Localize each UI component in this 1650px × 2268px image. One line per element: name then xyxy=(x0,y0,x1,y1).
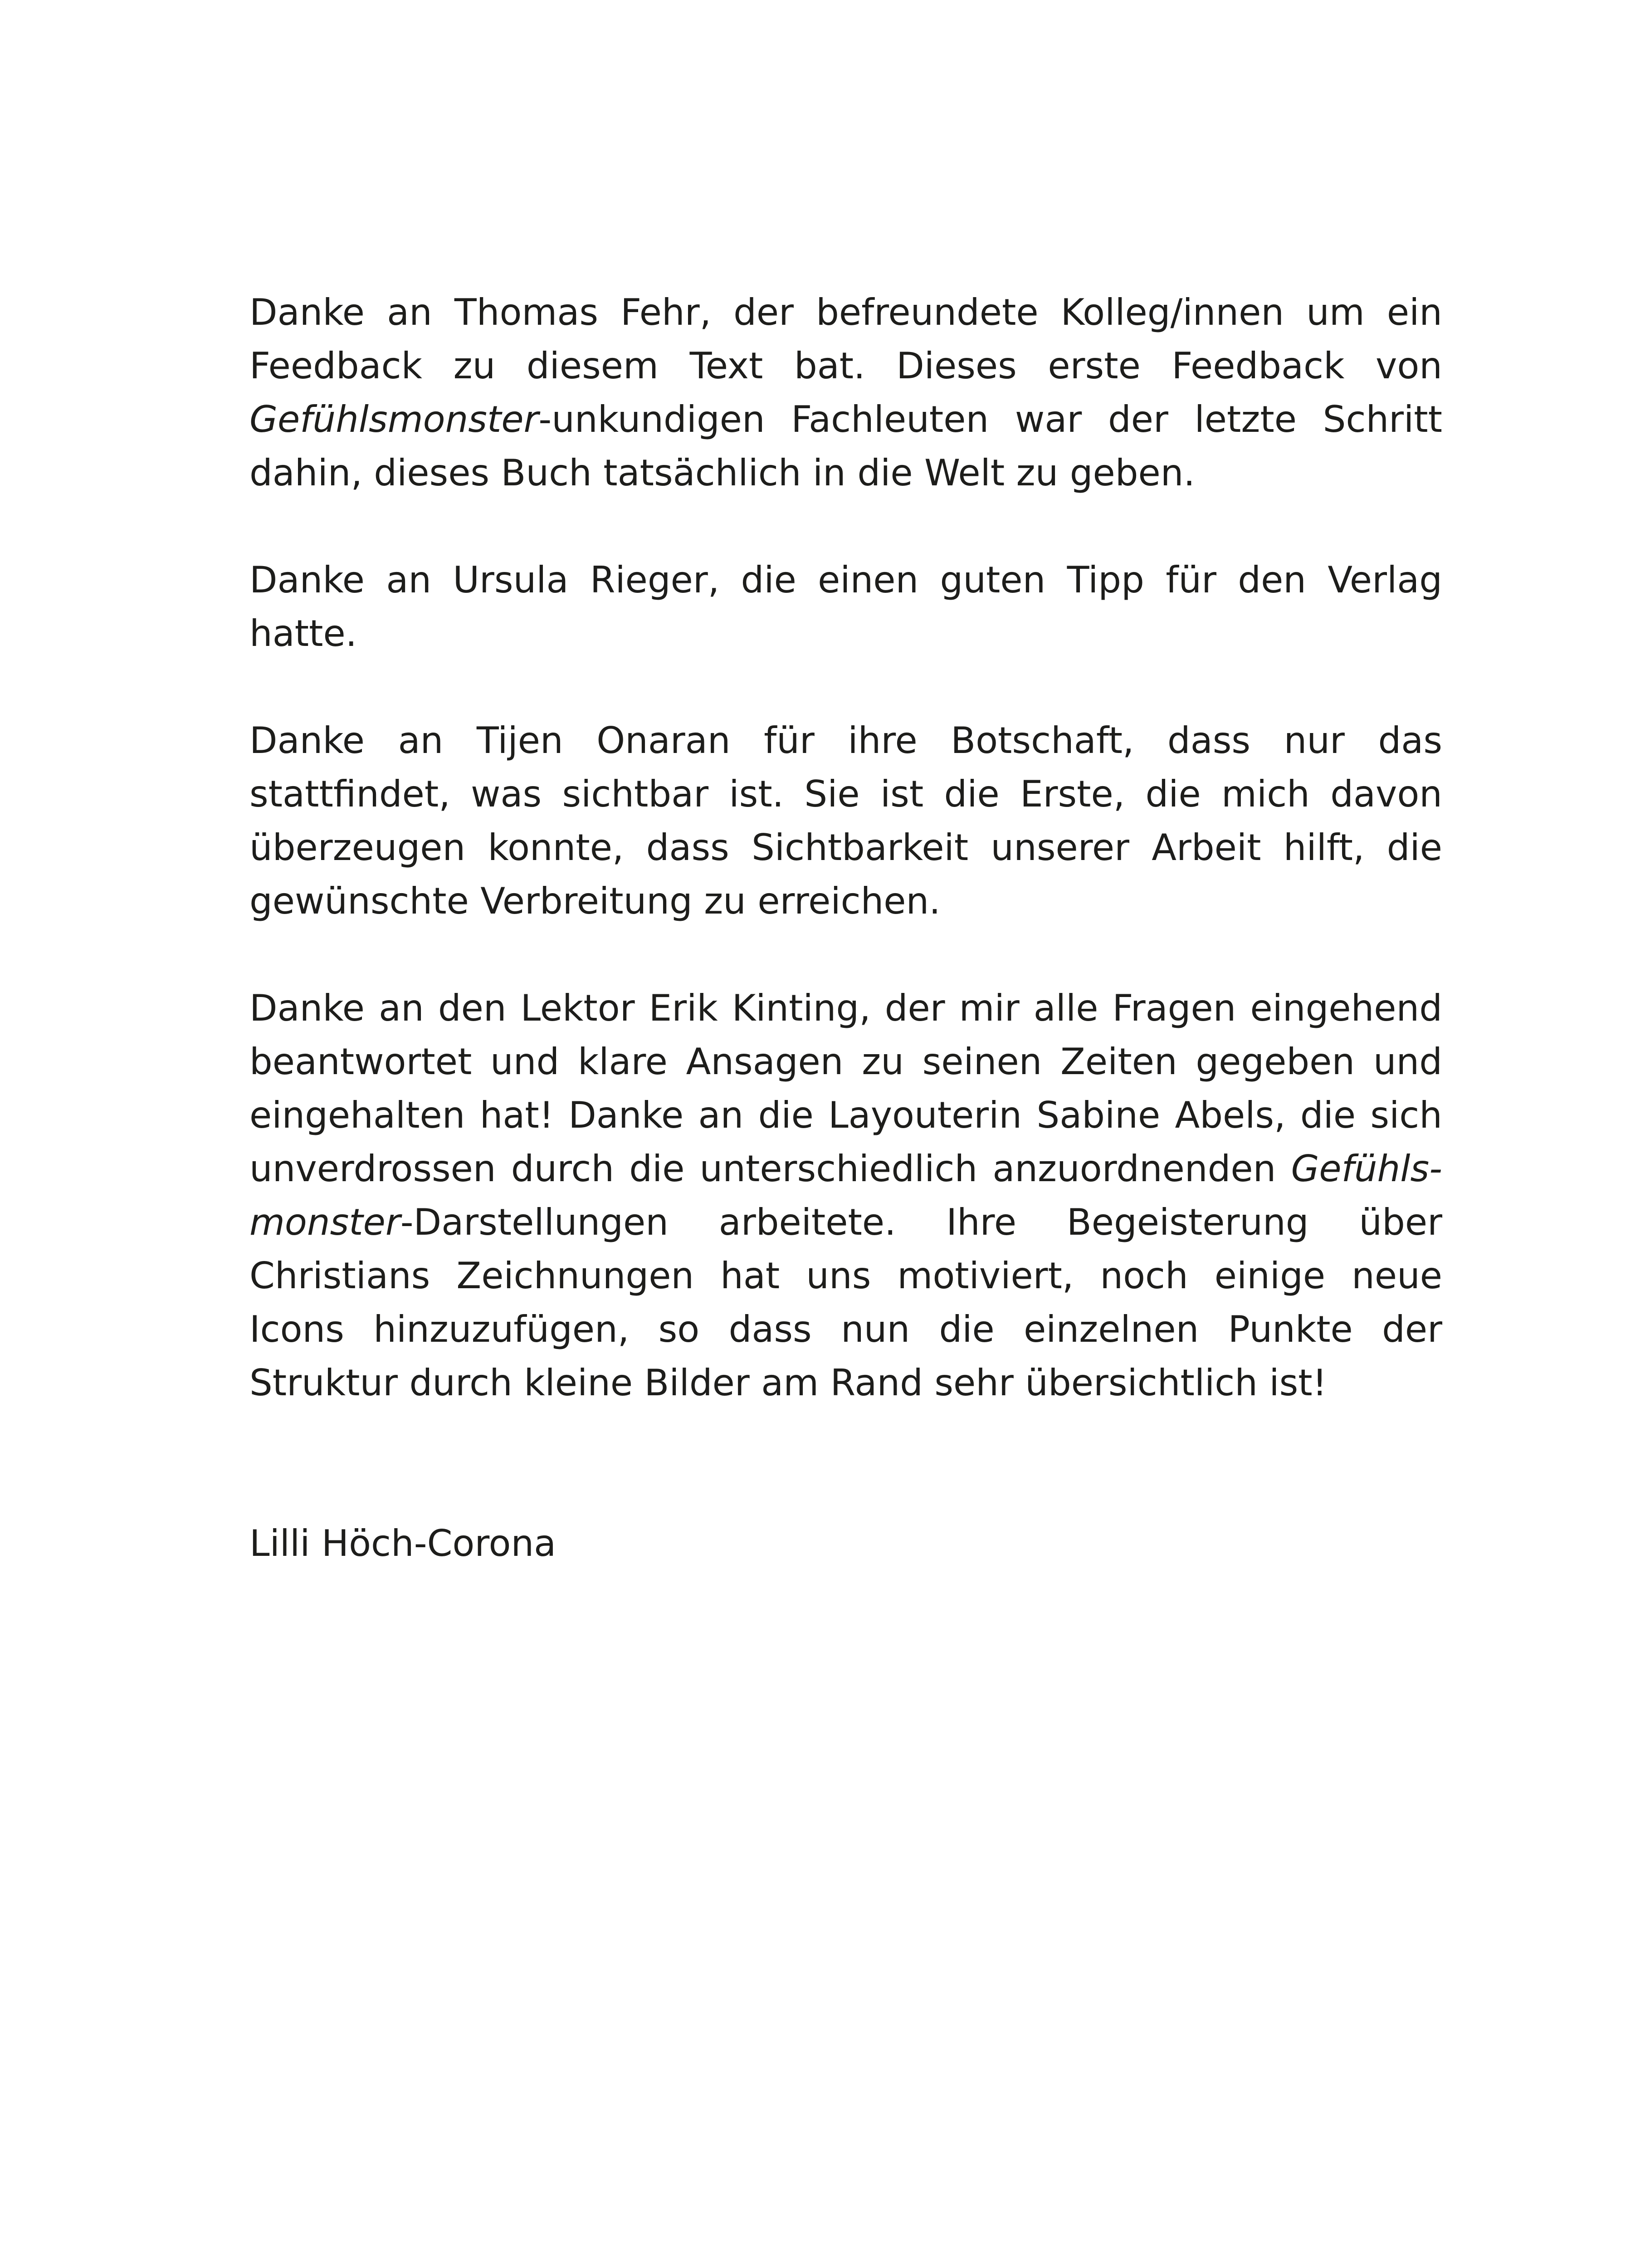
paragraph-thomas-fehr xyxy=(249,286,1442,500)
text-segment: Danke an Ursula Rieger, die einen guten Tipp für den Verlag hatte. xyxy=(249,559,1442,655)
signature: Lilli Höch-Corona xyxy=(249,1522,557,1564)
text-segment: Danke an Tijen Onaran für ihre Botschaft, dass nur das stattfindet, was sichtbar ist. Sie ist die Erste, die mich davon überzeugen konnte, dass Sichtbarkeit unserer Arbeit hilft, die gewünschte Verbreitung zu erreichen. xyxy=(249,719,1442,922)
text-segment: -unkundigen Fachleuten war der letzte Schritt dahin, dieses Buch tatsächlich in die Welt zu geben. xyxy=(249,398,1442,494)
text-segment: Danke an Thomas Fehr, der befreundete Kolleg/innen um ein Feedback zu diesem Text bat. Dieses erste Feedback von xyxy=(249,291,1442,387)
acknowledgements-text xyxy=(249,286,1442,1624)
text-segment-italic: Gefühlsmonster xyxy=(249,1148,1442,1243)
paragraph-erik-kinting xyxy=(249,982,1442,1410)
text-segment-italic: Gefühlsmonster xyxy=(249,398,539,440)
text-segment: -Darstellungen arbeitete. Ihre Begeisterung über Christians Zeichnungen hat uns motiviert, noch einige neue Icons hinzuzufügen, so dass nun die einzelnen Punkte der Struktur durch kleine Bilder am Rand sehr übersichtlich ist! xyxy=(249,1201,1442,1404)
paragraph-tijen-onaran xyxy=(249,714,1442,928)
paragraph-ursula-rieger xyxy=(249,553,1442,660)
text-segment: Danke an den Lektor Erik Kinting, der mir alle Fragen eingehend beantwortet und klare Ansagen zu seinen Zeiten gegeben und eingehalten hat! Danke an die Layouterin Sabine Abels, die sich unverdrossen durch die unterschiedlich anzuordnenden xyxy=(249,987,1442,1190)
